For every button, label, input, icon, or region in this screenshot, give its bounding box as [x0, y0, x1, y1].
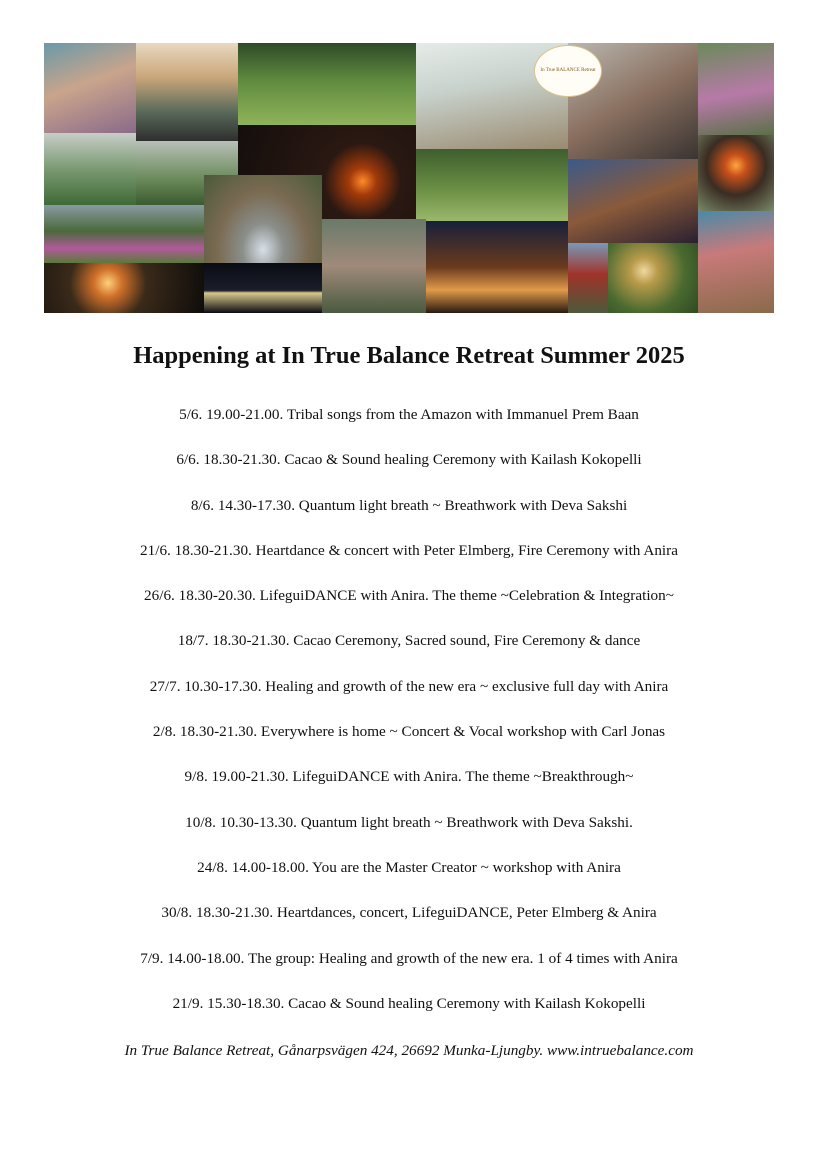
- photo-garden-circle: [416, 149, 568, 221]
- footer-address: In True Balance Retreat, Gånarpsvägen 424, 26692 Munka-Ljungby. www.intruebalance.com: [124, 1042, 694, 1059]
- photo-window-sunset: [136, 43, 238, 141]
- photo-collage: [44, 43, 774, 313]
- photo-flowers-pink: [698, 43, 774, 135]
- event-item: 27/7. 10.30-17.30. Healing and growth of the new era ~ exclusive full day with Anira: [149, 677, 669, 695]
- event-item: 30/8. 18.30-21.30. Heartdances, concert, LifeguiDANCE, Peter Elmberg & Anira: [161, 904, 657, 922]
- event-item: 8/6. 14.30-17.30. Quantum light breath ~ Breathwork with Deva Sakshi: [190, 496, 628, 514]
- photo-lit-pavilion: [426, 221, 568, 313]
- event-item: 2/8. 18.30-21.30. Everywhere is home ~ Concert & Vocal workshop with Carl Jonas: [152, 723, 666, 741]
- logo-text: In True BALANCE Retreat: [540, 68, 596, 74]
- event-item: 9/8. 19.00-21.30. LifeguiDANCE with Anira. The theme ~Breakthrough~: [184, 768, 634, 786]
- photo-misty-garden: [44, 133, 136, 205]
- photo-garden-dancers: [238, 43, 416, 125]
- photo-stone-bridge: [204, 175, 322, 263]
- event-item: 7/9. 14.00-18.00. The group: Healing and growth of the new era. 1 of 4 times with Anira: [140, 949, 678, 967]
- event-item: 10/8. 10.30-13.30. Quantum light breath ~ Breathwork with Deva Sakshi.: [185, 813, 633, 831]
- photo-rhododendron: [44, 205, 204, 263]
- event-item: 21/6. 18.30-21.30. Heartdance & concert with Peter Elmberg, Fire Ceremony with Anira: [140, 541, 678, 559]
- page-title: Happening at In True Balance Retreat Summer 2025: [133, 342, 685, 369]
- photo-roses: [608, 243, 698, 313]
- photo-meditating-woman: [44, 43, 136, 133]
- event-item: 21/9. 15.30-18.30. Cacao & Sound healing Ceremony with Kailash Kokopelli: [172, 994, 646, 1012]
- photo-fire-bowl: [698, 135, 774, 211]
- event-item: 24/8. 14.00-18.00. You are the Master Creator ~ workshop with Anira: [197, 858, 621, 876]
- photo-dancers-indoor: [568, 159, 698, 243]
- photo-lake-night: [204, 263, 322, 313]
- event-item: 18/7. 18.30-21.30. Cacao Ceremony, Sacred sound, Fire Ceremony & dance: [177, 632, 641, 650]
- photo-red-house: [568, 243, 608, 313]
- photo-evening-bonfire: [44, 263, 204, 313]
- event-item: 6/6. 18.30-21.30. Cacao & Sound healing Ceremony with Kailash Kokopelli: [176, 451, 642, 469]
- retreat-logo: [534, 45, 602, 97]
- event-list: [0, 404, 818, 1038]
- photo-painting-room: [698, 211, 774, 313]
- event-item: 5/6. 19.00-21.00. Tribal songs from the Amazon with Immanuel Prem Baan: [179, 406, 639, 423]
- photo-group-hands: [322, 219, 426, 313]
- event-item: 26/6. 18.30-20.30. LifeguiDANCE with Anira. The theme ~Celebration & Integration~: [144, 587, 674, 605]
